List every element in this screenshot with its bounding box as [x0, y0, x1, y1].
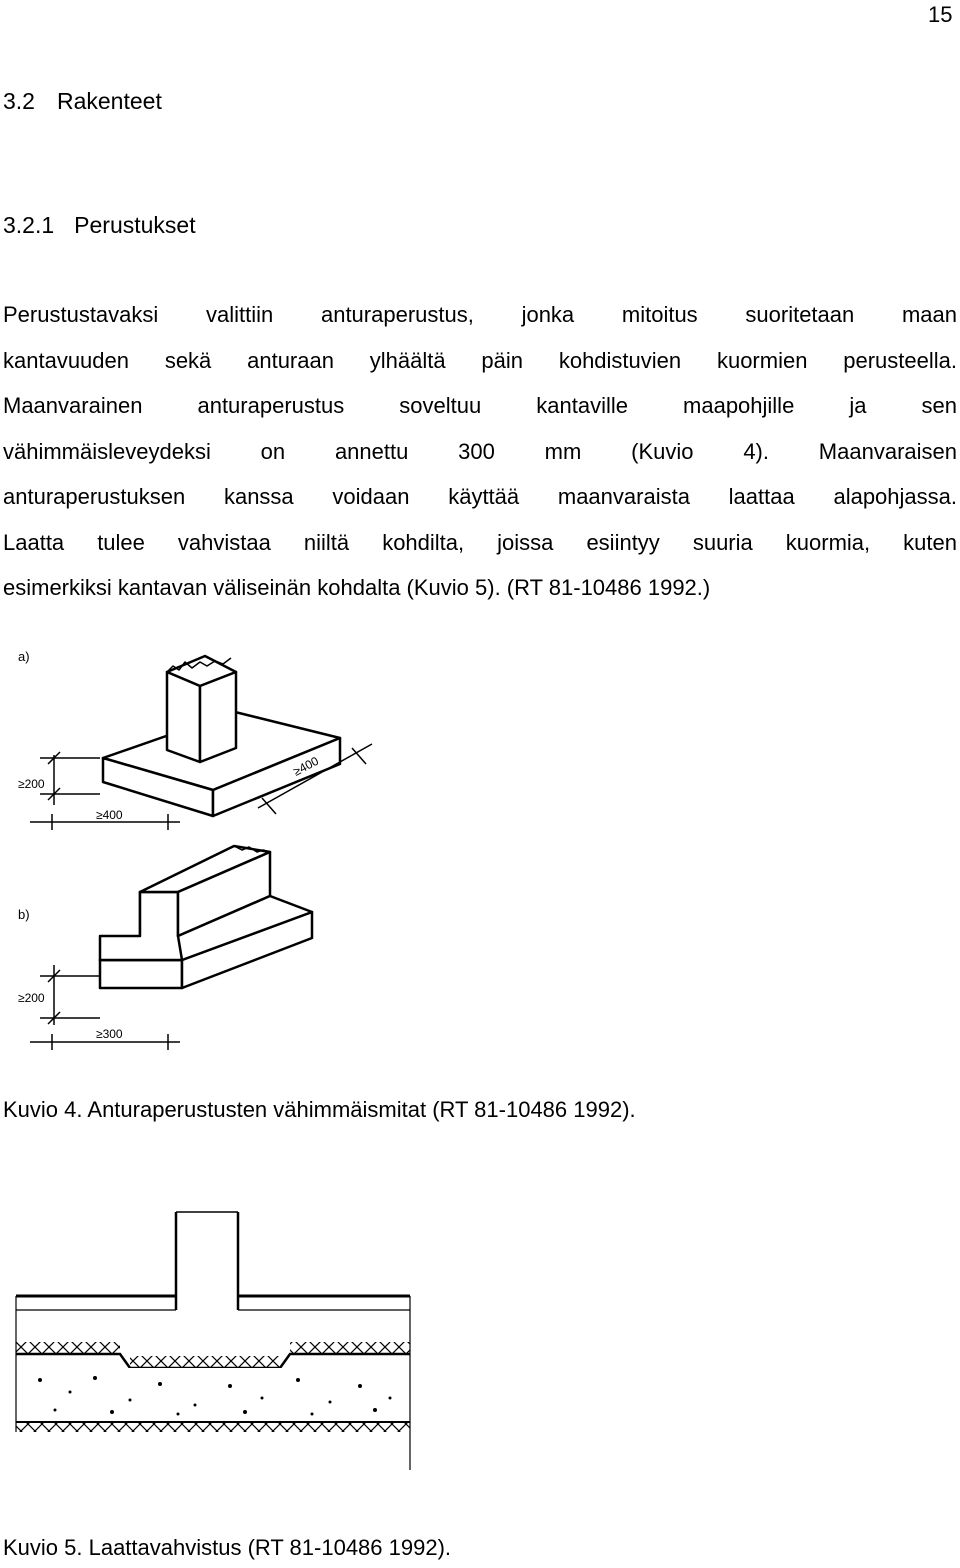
- dimension-b-height: ≥200: [18, 991, 45, 1005]
- slab-section: [16, 1212, 410, 1470]
- paragraph-line: Maanvarainen anturaperustus soveltuu kantaville maapohjille ja sen: [3, 393, 957, 418]
- page-number: 15: [928, 2, 953, 27]
- figure-5-drawing: [0, 1200, 430, 1480]
- body-paragraph: [3, 292, 957, 611]
- figure-4-drawing: [0, 630, 420, 1060]
- section-number: 3.2: [3, 88, 35, 114]
- paragraph-line: vähimmäisleveydeksi on annettu 300 mm (Kuvio 4). Maanvaraisen: [3, 438, 957, 464]
- figure-5-caption: Kuvio 5. Laattavahvistus (RT 81-10486 1992).: [3, 1535, 452, 1560]
- subsection-heading: [3, 212, 196, 239]
- paragraph-line: Laatta tulee vahvistaa niiltä kohdilta, joissa esiintyy suuria kuormia, kuten: [3, 529, 957, 555]
- paragraph-line: Perustustavaksi valittiin anturaperustus, jonka mitoitus suoritetaan maan: [3, 302, 957, 327]
- paragraph-line: anturaperustuksen kanssa voidaan käyttää maanvaraista laattaa alapohjassa.: [3, 484, 957, 509]
- paragraph-line: esimerkiksi kantavan väliseinän kohdalta (Kuvio 5). (RT 81-10486 1992.): [3, 575, 711, 600]
- dimension-b-width: ≥300: [96, 1027, 123, 1041]
- subsection-number: 3.2.1: [3, 212, 55, 238]
- figure-4-label-a: a): [18, 649, 30, 664]
- section-heading: [3, 88, 162, 115]
- figure-4-label-b: b): [18, 907, 30, 922]
- dimension-a-width: ≥400: [96, 808, 123, 822]
- subsection-title: Perustukset: [74, 212, 196, 238]
- footing-a: [103, 656, 340, 816]
- dimension-a-height: ≥200: [18, 777, 45, 791]
- dimension-a-length: ≥400: [290, 753, 321, 779]
- footing-b: [100, 846, 312, 988]
- section-title: Rakenteet: [56, 88, 162, 114]
- figure-4-caption: Kuvio 4. Anturaperustusten vähimmäismitat (RT 81-10486 1992).: [3, 1097, 636, 1122]
- paragraph-line: kantavuuden sekä anturaan ylhäältä päin kohdistuvien kuormien perusteella.: [3, 347, 957, 373]
